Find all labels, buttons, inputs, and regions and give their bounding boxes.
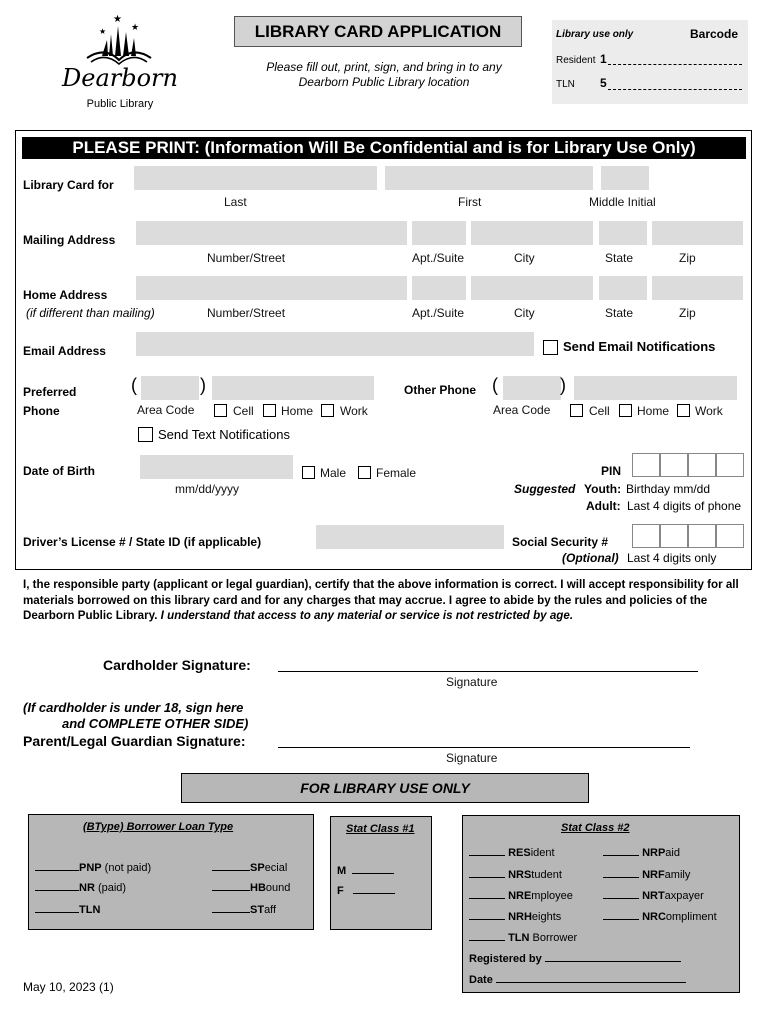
drivers-license-input[interactable] [316,525,504,549]
pin-suggested-label: Suggested [514,482,576,496]
preferred-phone-input[interactable] [212,376,374,400]
pin-adult-label: Adult: [586,499,621,513]
home-apt-input[interactable] [412,276,466,300]
last-caption: Last [224,195,247,209]
footer-date: May 10, 2023 (1) [23,980,114,994]
pin-box-1[interactable] [632,453,660,477]
home-street-input[interactable] [136,276,407,300]
send-email-checkbox[interactable] [543,340,558,355]
male-checkbox[interactable] [302,466,315,479]
under-18-note-1: (If cardholder is under 18, sign here [23,700,244,715]
stat2-item-nrp[interactable]: NRPaid [603,845,680,859]
certification-italic: I understand that access to any material or service is not restricted by age. [160,609,574,622]
dob-input[interactable] [140,455,293,479]
preferred-label-2: Phone [23,404,60,418]
cardholder-signature-label: Cardholder Signature: [103,657,251,673]
confidential-banner: PLEASE PRINT: (Information Will Be Confidential and is for Library Use Only) [22,137,746,159]
preferred-work-checkbox[interactable] [321,404,334,417]
first-caption: First [458,195,482,209]
form-title: LIBRARY CARD APPLICATION [234,16,522,47]
guardian-signature-caption: Signature [446,751,498,765]
instructions-line-1: Please fill out, print, sign, and bring in to any [266,60,502,74]
home-zip-input[interactable] [652,276,743,300]
mailing-zip-caption: Zip [679,251,696,265]
pin-box-3[interactable] [688,453,716,477]
mailing-city-input[interactable] [471,221,593,245]
stat2-item-nrt[interactable]: NRTaxpayer [603,888,704,902]
other-phone-input[interactable] [574,376,737,400]
tln-barcode-line[interactable] [608,89,742,90]
home-city-input[interactable] [471,276,593,300]
pin-youth-label: Youth: [584,482,622,496]
stat2-tln-borrower[interactable]: TLN Borrower [469,930,577,944]
tln-label: TLN [556,79,575,90]
ssn-optional-label: (Optional) [562,551,619,565]
pin-box-4[interactable] [716,453,744,477]
first-name-input[interactable] [385,166,593,190]
logo-subtitle: Public Library [86,98,154,110]
mailing-street-caption: Number/Street [207,251,286,265]
home-address-sublabel: (if different than mailing) [26,306,155,320]
stat-class-1-f[interactable]: F [337,883,395,897]
home-city-caption: City [514,306,535,320]
mailing-city-caption: City [514,251,535,265]
ssn-box-2[interactable] [660,524,688,548]
send-text-checkbox[interactable] [138,427,153,442]
stat-class-1-m[interactable]: M [337,863,394,877]
svg-text:★: ★ [113,14,122,25]
stat2-item-nrs[interactable]: NRStudent [469,867,562,881]
stat2-item-nrf[interactable]: NRFamily [603,867,690,881]
other-cell-checkbox[interactable] [570,404,583,417]
mailing-apt-input[interactable] [412,221,466,245]
female-label: Female [376,466,417,480]
preferred-cell-checkbox[interactable] [214,404,227,417]
library-logo [55,8,185,112]
other-area-code-input[interactable] [503,376,561,400]
home-apt-caption: Apt./Suite [412,306,465,320]
cardholder-signature-line[interactable] [278,671,698,672]
card-for-label: Library Card for [23,178,114,192]
preferred-area-code-input[interactable] [141,376,199,400]
middle-caption: Middle Initial [589,195,656,209]
ssn-box-4[interactable] [716,524,744,548]
loan-item-tln[interactable]: TLN [35,902,100,916]
loan-type-title: (BType) Borrower Loan Type [83,821,234,833]
preferred-area-caption: Area Code [137,403,195,417]
loan-item-staff[interactable]: STaff [212,902,276,916]
preferred-home-label: Home [281,404,314,418]
preferred-home-checkbox[interactable] [263,404,276,417]
mailing-state-caption: State [605,251,634,265]
drivers-license-label: Driver’s License # / State ID (if applicable) [23,535,262,549]
send-text-label: Send Text Notifications [158,427,290,442]
email-label: Email Address [23,344,106,358]
loan-item-nr[interactable]: NR (paid) [35,880,126,894]
ssn-label: Social Security # [512,535,609,549]
email-input[interactable] [136,332,534,356]
dob-label: Date of Birth [23,464,95,478]
loan-type-box [28,814,314,930]
paren-open-icon: ( [131,375,137,395]
mailing-apt-caption: Apt./Suite [412,251,465,265]
stat-class-1-title: Stat Class #1 [346,823,415,835]
guardian-signature-label: Parent/Legal Guardian Signature: [23,733,246,749]
other-phone-label: Other Phone [404,383,477,397]
registered-by[interactable]: Registered by [469,951,681,965]
certification-text [23,577,750,624]
library-use-banner: FOR LIBRARY USE ONLY [181,773,589,803]
home-state-caption: State [605,306,634,320]
svg-text:★: ★ [131,23,140,33]
cardholder-signature-caption: Signature [446,675,498,689]
under-18-note-2: and COMPLETE OTHER SIDE) [62,716,249,731]
paren-close-icon: ) [200,375,206,395]
stat2-item-nre[interactable]: NREmployee [469,888,573,902]
certification-body: I, the responsible party (applicant or legal guardian), certify that the above information is correct. I will accept responsibility for all materials borrowed on this library card and for any charges that may accrue. I agree to abide by the rules and policies of the Dearborn Public Library. [23,578,739,622]
stat2-item-nrc[interactable]: NRCompliment [603,909,717,923]
mailing-zip-input[interactable] [652,221,743,245]
stat2-item-res[interactable]: RESident [469,845,555,859]
svg-text:★: ★ [99,27,107,36]
barcode-label: Barcode [690,27,739,41]
middle-initial-input[interactable] [601,166,649,190]
ssn-box-3[interactable] [688,524,716,548]
loan-item-special[interactable]: SPecial [212,860,287,874]
loan-item-hbound[interactable]: HBound [212,880,290,894]
other-work-label: Work [695,404,723,418]
ssn-box-1[interactable] [632,524,660,548]
mailing-address-label: Mailing Address [23,233,116,247]
pin-adult-value: Last 4 digits of phone [627,499,742,513]
logo-name: Dearborn [62,64,178,92]
instructions-line-2: Dearborn Public Library location [298,75,470,89]
library-use-only-box [552,20,748,104]
preferred-cell-label: Cell [233,404,254,418]
tln-prefix: 5 [600,76,607,90]
female-checkbox[interactable] [358,466,371,479]
male-label: Male [320,466,347,480]
send-email-label: Send Email Notifications [563,339,716,354]
ssn-note: Last 4 digits only [627,551,717,565]
other-paren-open-icon: ( [492,375,498,395]
last-name-input[interactable] [134,166,377,190]
guardian-signature-line[interactable] [278,747,690,748]
stat2-item-nrh[interactable]: NRHeights [469,909,561,923]
home-state-input[interactable] [599,276,647,300]
other-home-label: Home [637,404,670,418]
resident-barcode-line[interactable] [608,64,742,65]
preferred-label-1: Preferred [23,385,77,399]
home-zip-caption: Zip [679,306,696,320]
pin-label: PIN [601,464,622,478]
other-area-caption: Area Code [493,403,551,417]
dob-format-caption: mm/dd/yyyy [175,482,240,496]
other-paren-close-icon: ) [560,375,566,395]
library-use-label: Library use only [556,29,634,40]
home-street-caption: Number/Street [207,306,286,320]
pin-box-2[interactable] [660,453,688,477]
preferred-work-label: Work [340,404,368,418]
other-cell-label: Cell [589,404,610,418]
mailing-state-input[interactable] [599,221,647,245]
other-home-checkbox[interactable] [619,404,632,417]
registered-date[interactable]: Date [469,972,686,986]
other-work-checkbox[interactable] [677,404,690,417]
book-stars-logo-icon [55,8,185,68]
loan-item-pnp[interactable]: PNP (not paid) [35,860,151,874]
home-address-label: Home Address [23,288,108,302]
stat-class-2-box [462,815,740,993]
stat-class-1-box [330,816,432,930]
resident-label: Resident [556,55,596,66]
stat-class-2-title: Stat Class #2 [561,822,630,834]
mailing-street-input[interactable] [136,221,407,245]
pin-youth-value: Birthday mm/dd [626,482,711,496]
resident-prefix: 1 [600,52,607,66]
